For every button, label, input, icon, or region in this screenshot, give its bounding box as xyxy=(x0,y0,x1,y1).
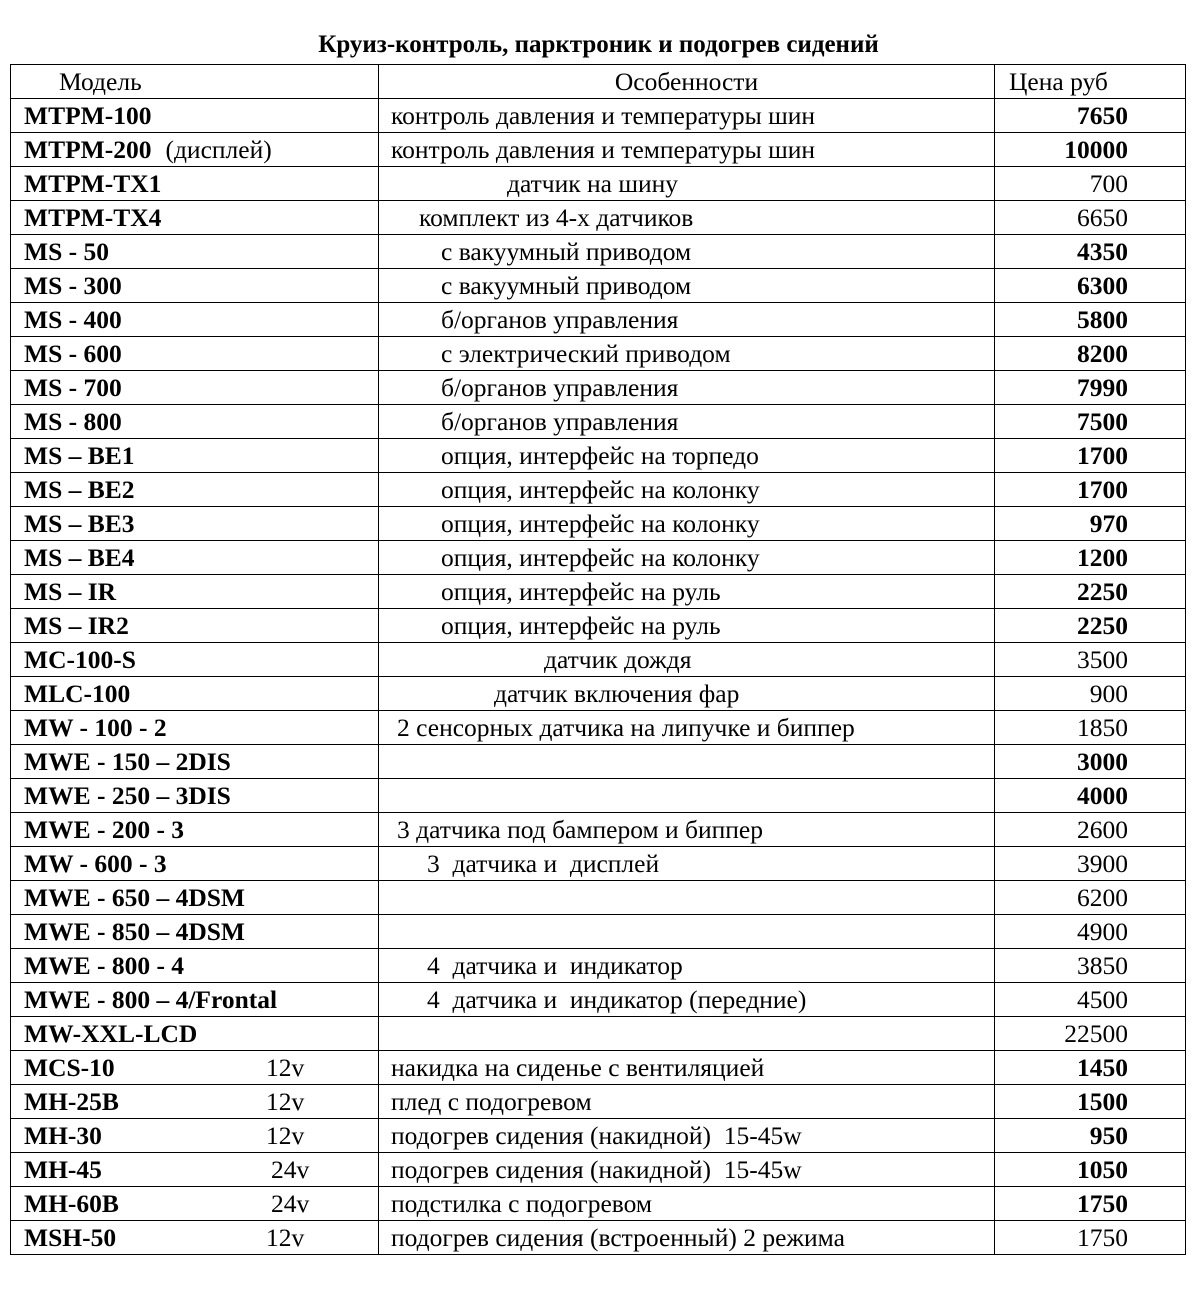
model-name: MS - 600 xyxy=(24,338,122,368)
model-cell xyxy=(11,99,379,133)
price-cell: 7500 xyxy=(995,405,1186,439)
model-name: MTPM-100 xyxy=(24,100,152,130)
price-cell: 3900 xyxy=(995,847,1186,881)
features-cell xyxy=(379,779,995,813)
table-row xyxy=(11,1119,1186,1153)
model-name: MS - 800 xyxy=(24,406,122,436)
model-cell xyxy=(11,1085,379,1119)
features-cell: подогрев сидения (накидной) 15-45w xyxy=(379,1153,995,1187)
price-cell: 5800 xyxy=(995,303,1186,337)
features-cell: опция, интерфейс на колонку xyxy=(379,473,995,507)
price-cell: 1450 xyxy=(995,1051,1186,1085)
header-price: Цена руб xyxy=(995,65,1186,99)
model-cell xyxy=(11,1187,379,1221)
header-model: Модель xyxy=(11,65,379,99)
features-cell: датчик дождя xyxy=(379,643,995,677)
features-cell: датчик на шину xyxy=(379,167,995,201)
model-name: MS – BE2 xyxy=(24,474,135,504)
model-cell xyxy=(11,779,379,813)
features-cell: 4 датчика и индикатор xyxy=(379,949,995,983)
price-cell: 4350 xyxy=(995,235,1186,269)
model-name: MS – IR2 xyxy=(24,610,129,640)
price-cell: 2250 xyxy=(995,575,1186,609)
table-row xyxy=(11,915,1186,949)
features-cell: опция, интерфейс на руль xyxy=(379,609,995,643)
table-row xyxy=(11,201,1186,235)
table-row xyxy=(11,949,1186,983)
table-row xyxy=(11,99,1186,133)
price-cell: 1700 xyxy=(995,439,1186,473)
model-cell xyxy=(11,1153,379,1187)
model-cell xyxy=(11,405,379,439)
model-cell xyxy=(11,609,379,643)
model-name: MH-45 xyxy=(24,1154,102,1184)
price-cell: 4000 xyxy=(995,779,1186,813)
price-cell: 1700 xyxy=(995,473,1186,507)
model-name: MWE - 200 - 3 xyxy=(24,814,185,844)
model-cell xyxy=(11,983,379,1017)
model-name: MS - 50 xyxy=(24,236,109,266)
table-row xyxy=(11,575,1186,609)
features-cell: подогрев сидения (встроенный) 2 режима xyxy=(379,1221,995,1255)
features-cell: с электрический приводом xyxy=(379,337,995,371)
voltage-label: 12v xyxy=(266,1222,305,1252)
table-row xyxy=(11,405,1186,439)
model-cell xyxy=(11,303,379,337)
price-cell: 8200 xyxy=(995,337,1186,371)
model-cell xyxy=(11,745,379,779)
features-cell: контроль давления и температуры шин xyxy=(379,99,995,133)
table-row xyxy=(11,371,1186,405)
features-cell: опция, интерфейс на колонку xyxy=(379,507,995,541)
table-row xyxy=(11,711,1186,745)
voltage-label: 12v xyxy=(266,1086,305,1116)
table-row xyxy=(11,609,1186,643)
model-cell xyxy=(11,235,379,269)
model-cell xyxy=(11,915,379,949)
price-cell: 900 xyxy=(995,677,1186,711)
voltage-label: 12v xyxy=(266,1052,305,1082)
price-cell: 6300 xyxy=(995,269,1186,303)
model-cell xyxy=(11,1221,379,1255)
table-row xyxy=(11,235,1186,269)
price-cell: 2600 xyxy=(995,813,1186,847)
document-title: Круиз-контроль, парктроник и подогрев сидений xyxy=(318,31,879,58)
model-name: MW-XXL-LCD xyxy=(24,1018,198,1048)
features-cell: с вакуумный приводом xyxy=(379,235,995,269)
price-cell: 7990 xyxy=(995,371,1186,405)
price-cell: 3850 xyxy=(995,949,1186,983)
model-name: MWE - 800 – 4/Frontal xyxy=(24,984,278,1014)
price-cell: 3500 xyxy=(995,643,1186,677)
model-note: (дисплей) xyxy=(165,134,272,164)
price-cell: 1850 xyxy=(995,711,1186,745)
features-cell: б/органов управления xyxy=(379,371,995,405)
price-cell: 10000 xyxy=(995,133,1186,167)
table-row xyxy=(11,167,1186,201)
model-cell xyxy=(11,371,379,405)
features-cell xyxy=(379,915,995,949)
model-cell xyxy=(11,1051,379,1085)
model-cell xyxy=(11,439,379,473)
price-cell: 1500 xyxy=(995,1085,1186,1119)
model-name: MWE - 250 – 3DIS xyxy=(24,780,231,810)
table-row xyxy=(11,1051,1186,1085)
price-cell: 970 xyxy=(995,507,1186,541)
features-cell: б/органов управления xyxy=(379,405,995,439)
model-cell xyxy=(11,575,379,609)
model-cell xyxy=(11,473,379,507)
voltage-label: 24v xyxy=(271,1188,310,1218)
features-cell: с вакуумный приводом xyxy=(379,269,995,303)
model-cell xyxy=(11,269,379,303)
table-row xyxy=(11,745,1186,779)
model-name: MTPM-200 xyxy=(24,134,152,164)
price-cell: 4500 xyxy=(995,983,1186,1017)
model-name: MCS-10 xyxy=(24,1052,115,1082)
model-name: MH-25B xyxy=(24,1086,119,1116)
table-row xyxy=(11,881,1186,915)
features-cell: б/органов управления xyxy=(379,303,995,337)
features-cell: опция, интерфейс на колонку xyxy=(379,541,995,575)
table-header-row xyxy=(11,65,1186,99)
table-row xyxy=(11,269,1186,303)
table-row xyxy=(11,983,1186,1017)
table-row xyxy=(11,643,1186,677)
model-name: MS - 300 xyxy=(24,270,122,300)
features-cell: датчик включения фар xyxy=(379,677,995,711)
price-cell: 1750 xyxy=(995,1221,1186,1255)
model-name: MWE - 800 - 4 xyxy=(24,950,185,980)
model-name: MW - 100 - 2 xyxy=(24,712,167,742)
price-cell: 3000 xyxy=(995,745,1186,779)
table-row xyxy=(11,439,1186,473)
model-name: MSH-50 xyxy=(24,1222,117,1252)
table-row xyxy=(11,541,1186,575)
model-cell xyxy=(11,201,379,235)
features-cell: контроль давления и температуры шин xyxy=(379,133,995,167)
model-name: MS - 700 xyxy=(24,372,122,402)
model-cell xyxy=(11,677,379,711)
table-row xyxy=(11,303,1186,337)
voltage-label: 24v xyxy=(271,1154,310,1184)
model-name: MS – BE4 xyxy=(24,542,135,572)
features-cell: опция, интерфейс на торпедо xyxy=(379,439,995,473)
features-cell xyxy=(379,881,995,915)
model-name: MTPM-TX1 xyxy=(24,168,162,198)
price-cell: 2250 xyxy=(995,609,1186,643)
features-cell: 3 датчика и дисплей xyxy=(379,847,995,881)
model-name: MH-30 xyxy=(24,1120,102,1150)
model-cell xyxy=(11,711,379,745)
model-cell xyxy=(11,949,379,983)
model-name: MLC-100 xyxy=(24,678,131,708)
voltage-label: 12v xyxy=(266,1120,305,1150)
table-row xyxy=(11,779,1186,813)
price-cell: 7650 xyxy=(995,99,1186,133)
model-cell xyxy=(11,813,379,847)
price-cell: 700 xyxy=(995,167,1186,201)
table-row xyxy=(11,677,1186,711)
model-cell xyxy=(11,167,379,201)
features-cell: подстилка с подогревом xyxy=(379,1187,995,1221)
table-row xyxy=(11,1221,1186,1255)
price-table xyxy=(10,64,1186,1255)
model-cell xyxy=(11,881,379,915)
features-cell: 4 датчика и индикатор (передние) xyxy=(379,983,995,1017)
table-row xyxy=(11,133,1186,167)
price-cell: 6200 xyxy=(995,881,1186,915)
model-name: MS – BE1 xyxy=(24,440,135,470)
features-cell: комплект из 4-х датчиков xyxy=(379,201,995,235)
price-cell: 1750 xyxy=(995,1187,1186,1221)
model-name: MWE - 650 – 4DSM xyxy=(24,882,245,912)
model-name: MW - 600 - 3 xyxy=(24,848,167,878)
price-cell: 4900 xyxy=(995,915,1186,949)
header-features: Особенности xyxy=(379,65,995,99)
table-row xyxy=(11,507,1186,541)
model-cell xyxy=(11,1119,379,1153)
table-row xyxy=(11,1187,1186,1221)
features-cell: опция, интерфейс на руль xyxy=(379,575,995,609)
model-cell xyxy=(11,643,379,677)
model-name: MC-100-S xyxy=(24,644,136,674)
table-row xyxy=(11,847,1186,881)
price-cell: 950 xyxy=(995,1119,1186,1153)
price-cell: 1200 xyxy=(995,541,1186,575)
features-cell: 3 датчика под бампером и биппер xyxy=(379,813,995,847)
model-name: MS – IR xyxy=(24,576,117,606)
price-cell: 6650 xyxy=(995,201,1186,235)
table-row xyxy=(11,473,1186,507)
features-cell: 2 сенсорных датчика на липучке и биппер xyxy=(379,711,995,745)
features-cell xyxy=(379,1017,995,1051)
model-cell xyxy=(11,337,379,371)
model-name: MS – BE3 xyxy=(24,508,135,538)
model-cell xyxy=(11,847,379,881)
table-row xyxy=(11,337,1186,371)
model-cell xyxy=(11,1017,379,1051)
model-name: MTPM-TX4 xyxy=(24,202,162,232)
model-name: MWE - 850 – 4DSM xyxy=(24,916,245,946)
model-name: MWE - 150 – 2DIS xyxy=(24,746,231,776)
features-cell: плед с подогревом xyxy=(379,1085,995,1119)
model-cell xyxy=(11,133,379,167)
model-cell xyxy=(11,507,379,541)
model-cell xyxy=(11,541,379,575)
features-cell xyxy=(379,745,995,779)
price-cell: 22500 xyxy=(995,1017,1186,1051)
features-cell: подогрев сидения (накидной) 15-45w xyxy=(379,1119,995,1153)
model-name: MS - 400 xyxy=(24,304,122,334)
table-row xyxy=(11,1153,1186,1187)
table-row xyxy=(11,813,1186,847)
features-cell: накидка на сиденье с вентиляцией xyxy=(379,1051,995,1085)
model-name: MH-60B xyxy=(24,1188,119,1218)
table-row xyxy=(11,1085,1186,1119)
price-cell: 1050 xyxy=(995,1153,1186,1187)
table-row xyxy=(11,1017,1186,1051)
